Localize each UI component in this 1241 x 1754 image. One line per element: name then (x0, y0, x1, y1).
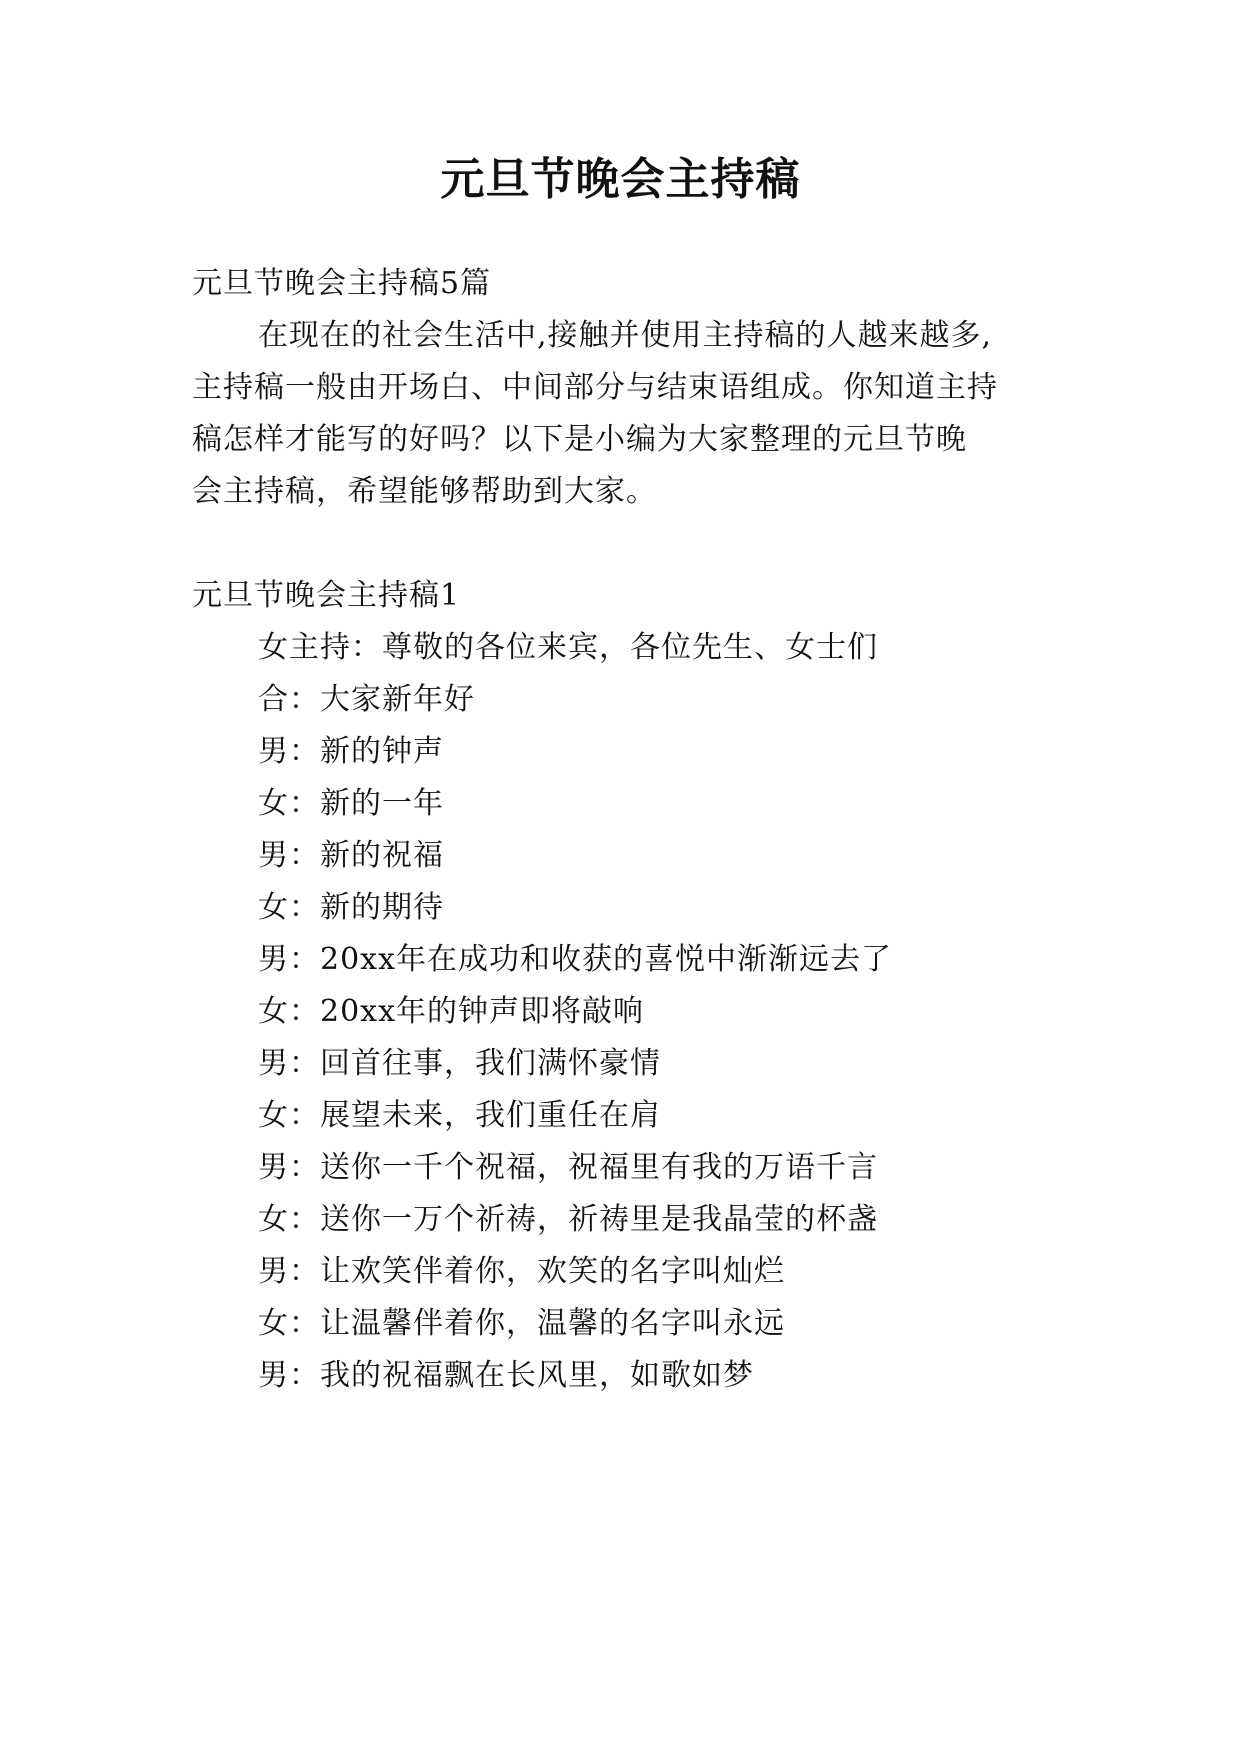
section-heading: 元旦节晚会主持稿1 (192, 578, 461, 613)
dialogue-line: 女主持：尊敬的各位来宾，各位先生、女士们 (258, 630, 878, 665)
intro-line: 会主持稿，希望能够帮助到大家。 (192, 474, 657, 509)
dialogue-line: 女：20xx年的钟声即将敲响 (258, 994, 645, 1029)
dialogue-line: 男：新的祝福 (258, 838, 444, 873)
dialogue-line: 男：20xx年在成功和收获的喜悦中渐渐远去了 (258, 942, 893, 977)
intro-line: 在现在的社会生活中,接触并使用主持稿的人越来越多, (258, 318, 993, 353)
dialogue-line: 男：新的钟声 (258, 734, 444, 769)
dialogue-line: 女：展望未来，我们重任在肩 (258, 1098, 661, 1133)
intro-line: 稿怎样才能写的好吗？以下是小编为大家整理的元旦节晚 (192, 422, 967, 457)
dialogue-line: 女：新的一年 (258, 786, 444, 821)
dialogue-line: 合：大家新年好 (258, 682, 475, 717)
dialogue-line: 男：送你一千个祝福，祝福里有我的万语千言 (258, 1150, 878, 1185)
dialogue-line: 女：新的期待 (258, 890, 444, 925)
dialogue-line: 男：让欢笑伴着你，欢笑的名字叫灿烂 (258, 1254, 785, 1289)
dialogue-line: 男：回首往事，我们满怀豪情 (258, 1046, 661, 1081)
intro-line: 主持稿一般由开场白、中间部分与结束语组成。你知道主持 (192, 370, 998, 405)
dialogue-line: 女：让温馨伴着你，温馨的名字叫永远 (258, 1306, 785, 1341)
document-title: 元旦节晚会主持稿 (440, 154, 801, 205)
dialogue-line: 男：我的祝福飘在长风里，如歌如梦 (258, 1358, 754, 1393)
document-subtitle: 元旦节晚会主持稿5篇 (192, 266, 492, 301)
dialogue-line: 女：送你一万个祈祷，祈祷里是我晶莹的杯盏 (258, 1202, 878, 1237)
